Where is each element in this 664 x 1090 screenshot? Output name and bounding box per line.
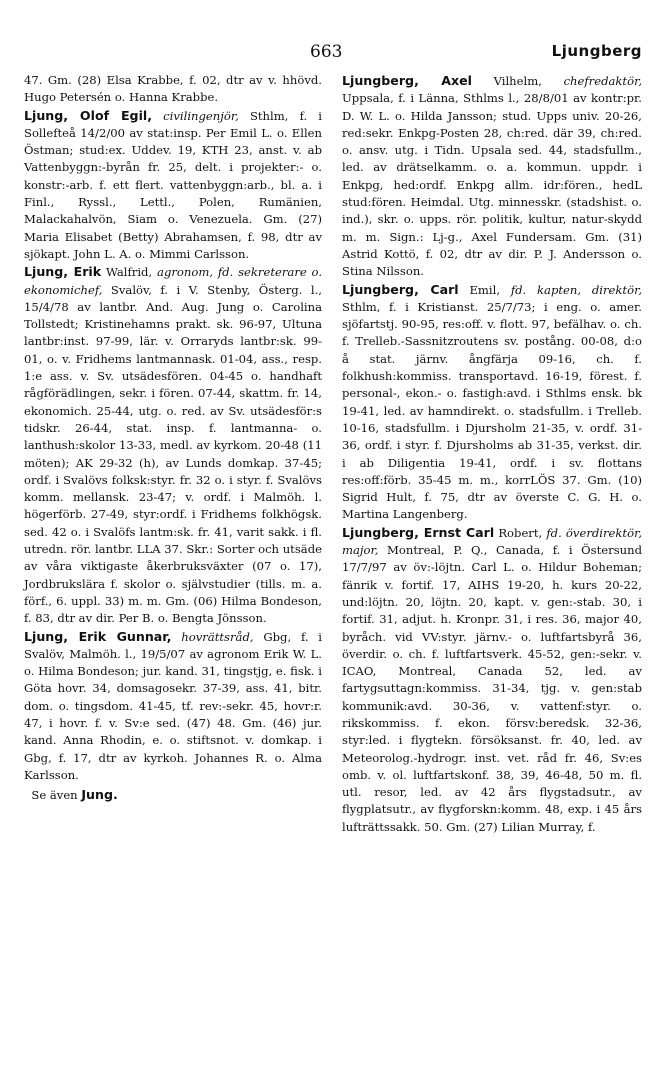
entry-name: Ljungberg, Carl (342, 281, 459, 297)
entry-ljungberg-axel (342, 72, 642, 281)
entry-title: fd. kapten, direktör, (510, 282, 643, 297)
entry-body: Uppsala, f. i Länna, Sthlms l., 28/8/01 av kontr:pr. D. W. L. o. Hilda Jansson; stud. Upps univ. 20-26, red:sekr. Enkpg-Posten 28, ch:red. där 39, ch:red. o. ansv. utg. i Tidn. Upsala sed. 44, stadsfullm., led. av drätselkamm. o. a. kommun. uppdr. i Enkpg, hed:ordf. Enkpg allm. idr:fören., hedL stud:fören. Heimdal. Utg. minnesskr. (stadshist. o. ind.), skr. o. upps. rör. politik, kultur, natur-skydd m. m. Sign.: Lj-g., Axel Fundersam. Gm. (31) Astrid Kottö, f. 02, dtr av dir. P. J. Andersson o. Stina Nilsson. (342, 91, 642, 279)
entry-name: Ljung, Erik Gunnar, (24, 628, 172, 644)
see-also (24, 786, 322, 804)
entry-given-names: Walfrid, (105, 265, 153, 280)
entry-ljungberg-ernst-carl (342, 524, 642, 836)
running-head: Ljungberg (551, 42, 642, 60)
entry-ljung-olof-egil (24, 107, 322, 264)
entry-title: civilingenjör, (163, 108, 239, 123)
entry-ljung-erik-gunnar (24, 628, 322, 785)
entry-title: chefredaktör, (563, 74, 643, 88)
entry-name: Ljung, Olof Egil, (24, 107, 152, 123)
entry-name: Ljungberg, Ernst Carl (342, 524, 495, 540)
entry-given-names: Vilhelm, (493, 74, 542, 88)
entry-body: Sthlm, f. i Sollefteå 14/2/00 av stat:insp. Per Emil L. o. Ellen Östman; stud:ex. Uddev. 19, KTH 23, anst. v. ab Vattenbyggn:-byrån fr. 25, delt. i projekter:- o. konstr:-arb. f. ett flert. vattenbyggn:arb., bl. a. i Finl., Ryssl., Lettl., Polen, Rumänien, Malackahalvön, Siam o. Venezuela. Gm. (27) Maria Elisabet (Betty) Abrahamsen, f. 98, dtr av sjökapt. John L. A. o. Mimmi Carlsson. (24, 108, 323, 261)
see-also-target: Jung. (81, 787, 118, 803)
entry-ljungberg-carl (342, 281, 642, 524)
entry-title: fd. överdirektör, major, (342, 525, 643, 558)
entry-body: Svalöv, f. i V. Stenby, Österg. l., 15/4/78 av lantbr. And. Aug. Jung o. Carolina Tollstedt; Kristinehamns prakt. sk. 96-97, Ultuna lantbr:inst. 97-99, lär. v. Orraryds lantbr:sk. 99-01, o. v. Fridhems lantmannask. 01-04, ass., resp. 1:e ass. v. Sv. utsädesfören. 04-45 o. handhaft rågförädlingen, sekr. i fören. 07-44, skattm. fr. 14, ekonomich. 25-44, utg. o. red. av Sv. utsädesför:s tidskr. 26-44, stat. insp. f. lantmanna- o. lanthush:skolor 13-33, medl. av kyrkom. 20-48 (11 möten); AK 29-32 (h), av Lunds domkap. 37-45; ordf. i Svalövs folksk:styr. fr. 32 o. i styr. f. Svalövs komm. mellansk. 23-47; v. ordf. i Malmöh. l. högerförb. 27-49, styr:ordf. i Fridhems folkhögsk. sed. 42 o. i Svalöfs lantm:sk. fr. 41, varit sakk. i fl. utredn. rör. lantbr. LLA 37. Skr.: Sorter och utsäde av våra viktigaste åkerbruksväxter (07 o. 17), Jordbrukslära f. skolor o. självstudier (tills. m. a. förf., 6. uppl. 33) m. m. Gm. (06) Hilma Bondeson, f. 83, dtr av dir. Per B. o. Bengta Jönsson. (24, 282, 322, 626)
entry-body: Montreal, P. Q., Canada, f. i Östersund 17/7/97 av öv:-löjtn. Carl L. o. Hildur Boheman; fänrik v. fortif. 17, AIHS 19-20, h. kurs 20-22, und:löjtn. 20, löjtn. 20, kapt. v. gen:-stab. 30, i fortif. 31, adjut. h. Kronpr. 31, i res. 36, major 40, byråch. vid VV:styr. järnv.- o. luftfartsbyrå 36, överdir. o. ch. f. luftfartsverk. 45-52, gen:-sekr. v. ICAO, Montreal, Canada 52, led. av fartygsuttagn:kommiss. 31-34, tjg. v. gen:stab kommunik:avd. 30-36, v. vattenf:styr. o. rikskommiss. f. ekon. försv:beredsk. 32-36, styr:led. i flygtekn. försöksanst. fr. 40, led. av Meteorolog.-hydrogr. inst. vet. råd fr. 46, Sv:es omb. v. ol. luftfartskonf. 38, 39, 46-48, 50 m. fl. utl. resor, led. av 42 års flygstadsutr., av flygplatsutr., av flygforskn:komm. 48, exp. i 45 års lufträttssakk. 50. Gm. (27) Lilian Murray, f. (342, 543, 643, 834)
left-column (24, 72, 322, 804)
entry-name: Ljung, Erik (24, 264, 102, 280)
entry-ljung-erik (24, 263, 322, 627)
entry-body: Gbg, f. i Svalöv, Malmöh. l., 19/5/07 av agronom Erik W. L. o. Hilma Bondeson; jur. kand. 31, tingstjg, e. fisk. i Göta hovr. 34, domsagosekr. 37-39, ass. 41, bitr. dom. o. tingsdom. 41-45, tf. rev:-sekr. 45, hovr:r. 47, i hovr. f. v. Sv:e sed. (47) 48. Gm. (46) jur. kand. Anna Rhodin, e. o. stiftsnot. v. domkap. i Gbg, f. 17, dtr av kyrkoh. Johannes R. o. Alma Karlsson. (24, 629, 323, 782)
entry-given-names: Robert, (498, 525, 543, 540)
entry-title: agronom, fd. sekreterare o. ekonomichef, (24, 265, 323, 297)
see-also-prefix: Se även (31, 788, 78, 803)
entry-given-names: Emil, (469, 282, 501, 297)
entry-body: Sthlm, f. i Kristianst. 25/7/73; i eng. o. amer. sjöfartstj. 90-95, res:off. v. flott. 97, befälhav. o. ch. f. Trelleb.-Sassnitzroutens sv. postång. 00-08, d:o å stat. järnv. ångfärja 09-16, ch. f. folkhush:kommiss. transportavd. 16-19, förest. f. personal-, ekon.- o. fastigh:avd. i Sthlms ensk. bk 19-41, led. av hamndirekt. o. stadsfullm. i Trelleb. 10-16, stadsfullm. i Djursholm 21-35, v. ordf. 31-36, ordf. i styr. f. Djursholms ab 31-35, verkst. dir. i ab Diligentia 19-41, ordf. i sv. flottans res:off:förb. 35-45 m. m., korrLÖS 37. Gm. (10) Sigrid Hult, f. 75, dtr av överste C. G. H. o. Martina Langenberg. (342, 299, 642, 522)
continuation-text: 47. Gm. (28) Elsa Krabbe, f. 02, dtr av v. hhövd. Hugo Petersén o. Hanna Krabbe. (24, 73, 322, 105)
entry-name: Ljungberg, Axel (342, 73, 472, 88)
entry-title: hovrättsråd, (181, 629, 254, 644)
right-column (342, 72, 642, 836)
page-number: 663 (310, 42, 343, 62)
